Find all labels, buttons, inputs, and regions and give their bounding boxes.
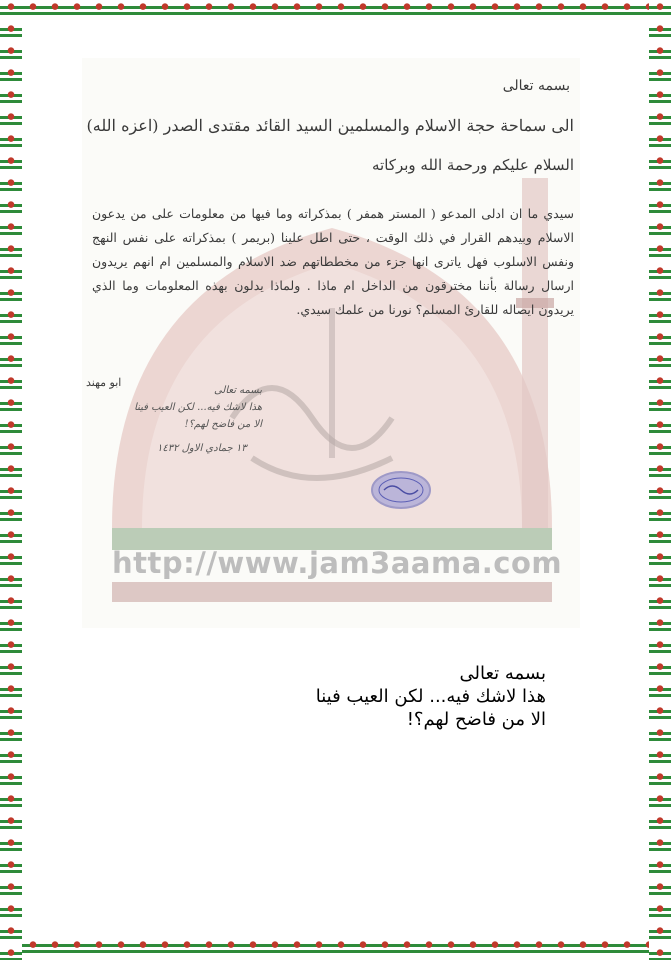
letter-greeting: السلام عليكم ورحمة الله وبركاته bbox=[372, 156, 574, 174]
scanned-letter bbox=[82, 58, 580, 628]
transcription-line-1: بسمه تعالى bbox=[459, 663, 546, 684]
handwritten-line: بسمه تعالى bbox=[213, 385, 262, 396]
decorative-border-bottom bbox=[0, 938, 671, 960]
decorative-border-top bbox=[0, 0, 671, 22]
official-seal-stamp bbox=[370, 470, 432, 510]
handwritten-date: ١٣ جمادي الاول ١٤٣٢ bbox=[157, 443, 247, 454]
watermark-mosque-logo bbox=[82, 58, 580, 628]
handwritten-line: الا من فاضح لهم؟! bbox=[184, 419, 262, 430]
transcription-line-2: هذا لاشك فيه... لكن العيب فينا bbox=[315, 686, 546, 707]
letter-basmala: بسمه تعالى bbox=[502, 78, 570, 94]
watermark-url: http://www.jam3aama.com bbox=[112, 546, 563, 580]
letter-addressee: الى سماحة حجة الاسلام والمسلمين السيد القائد مقتدى الصدر (اعزه الله) bbox=[86, 116, 574, 135]
letter-signature: ابو مهند bbox=[86, 376, 122, 389]
transcription-line-3: الا من فاضح لهم؟! bbox=[406, 709, 546, 730]
handwritten-line: هذا لاشك فيه... لكن العيب فينا bbox=[134, 402, 262, 413]
typed-transcription bbox=[186, 662, 546, 731]
decorative-border-left bbox=[0, 0, 22, 960]
handwritten-reply bbox=[112, 382, 262, 433]
letter-body: سيدي ما ان ادلى المدعو ( المستر همفر ) بمذكراته وما فيها من معلومات على من يدعون الاسلام وبيدهم القرار في ذلك الوقت ، حتى اطل علينا (بريمر ) بمذكراته على نفس النهج ونفس الاسلوب فهل ياترى انها جزء من مخططاتهم ضد الاسلام والمسلمين ام انهم يريدون ارسال رسالة بأننا مخترقون من الداخل ام ماذا . ولماذا يدلون بهذه المعلومات وما الذي يريدون ايصاله للقارئ المسلم؟ نورنا من علمك سيدي. bbox=[92, 206, 574, 317]
decorative-border-right bbox=[649, 0, 671, 960]
